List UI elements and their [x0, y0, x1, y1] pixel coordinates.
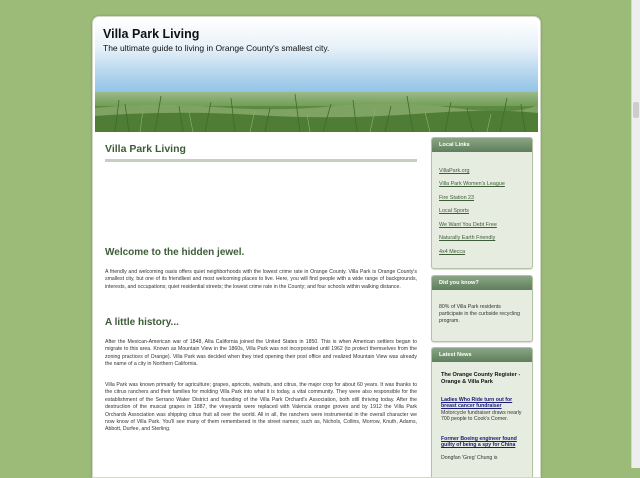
did-you-know-box	[431, 275, 533, 342]
grass-field-image	[95, 92, 538, 132]
history-paragraph-1: After the Mexican-American war of 1848, Alta California joined the United States in 1850. This is when American settlers began to migrate to this area. Known as Mountain View in the 1860s, Villa Park was not incorporated until 1962 (to protect themselves from the zoning practices of Orange). Villa Park was decided when they tried opening their post office and realized Mountain View was already the name of a city in Northern California.	[105, 339, 417, 368]
page-title: Villa Park Living	[105, 143, 417, 162]
link-womens-league[interactable]: Villa Park Women's League	[439, 181, 505, 187]
latest-news-box	[431, 347, 533, 478]
welcome-paragraph: A friendly and welcoming oasis offers quiet neighborhoods with the lowest crime rate in Orange County. Villa Park is Orange County's smallest city, but one of its friendliest and most welcoming places to live. Here, you will find people with a wide range of backgrounds, interests, and occupations; quiet residential streets; the lowest crime rate in the County; and four schools within walking distance.	[105, 269, 417, 290]
local-links-heading: Local Links	[432, 138, 532, 152]
link-4x4-mecca[interactable]: 4x4 Mecca	[439, 249, 466, 255]
site-tagline: The ultimate guide to living in Orange County's smallest city.	[103, 43, 330, 53]
local-links-box	[431, 137, 533, 269]
news-item-1-link[interactable]: Ladies Who Ride turn out for breast cancer fundraiser	[441, 397, 513, 410]
welcome-heading: Welcome to the hidden jewel.	[105, 247, 245, 258]
link-debt-free[interactable]: We Want You Debt Free	[439, 222, 497, 228]
did-you-know-text: 80% of Villa Park residents participate in the curbside recycling program.	[439, 304, 521, 325]
main-content	[105, 143, 417, 433]
news-item-2-text: Dongfan 'Greg' Chung is	[441, 455, 498, 461]
header-banner	[95, 19, 538, 132]
link-fire-station[interactable]: Fire Station 23	[439, 195, 475, 201]
link-villapark-org[interactable]: VillaPark.org	[439, 168, 470, 174]
link-local-sports[interactable]: Local Sports	[439, 208, 469, 214]
latest-news-heading: Latest News	[432, 348, 532, 362]
site-title[interactable]: Villa Park Living	[103, 27, 200, 41]
page-container	[92, 16, 541, 478]
news-item-2-link[interactable]: Former Boeing engineer found guilty of being a spy for China	[441, 436, 517, 449]
history-paragraph-2: Villa Park was known primarily for agriculture; grapes, apricots, walnuts, and citrus, the major crop for about 60 years. It was thanks to the citrus ranchers and their families for molding Villa Park into what it is today, a vital community. They were also responsible for the establishment of the Serrano Water District and founding of the Villa Park Orchard's Association, both still thriving today. After the destruction of the muscat grapes in 1887, the vineyards were replaced with Valencia orange groves and by 1912 the Villa Park Orchards Association was shipping citrus fruit all over the world. All in all, the ranchers were instrumental in the overall character we now know of Villa Park. You'll see many of them remembered in the street names; such as, Nichols, Collins, Morrow, Knuth, Adams, Abbott, Durfee, and Sterling.	[105, 382, 417, 433]
history-heading: A little history...	[105, 317, 179, 328]
link-earth-friendly[interactable]: Naturally Earth Friendly	[439, 235, 496, 241]
news-item-1-text: Motorcycle fundraiser draws nearly 700 people to Cook's Corner.	[441, 410, 522, 423]
scrollbar-thumb[interactable]	[633, 102, 639, 118]
page-scrollbar[interactable]	[631, 0, 640, 468]
news-source-title: The Orange County Register - Orange & Villa Park	[441, 372, 521, 385]
did-you-know-heading: Did you know?	[432, 276, 532, 290]
